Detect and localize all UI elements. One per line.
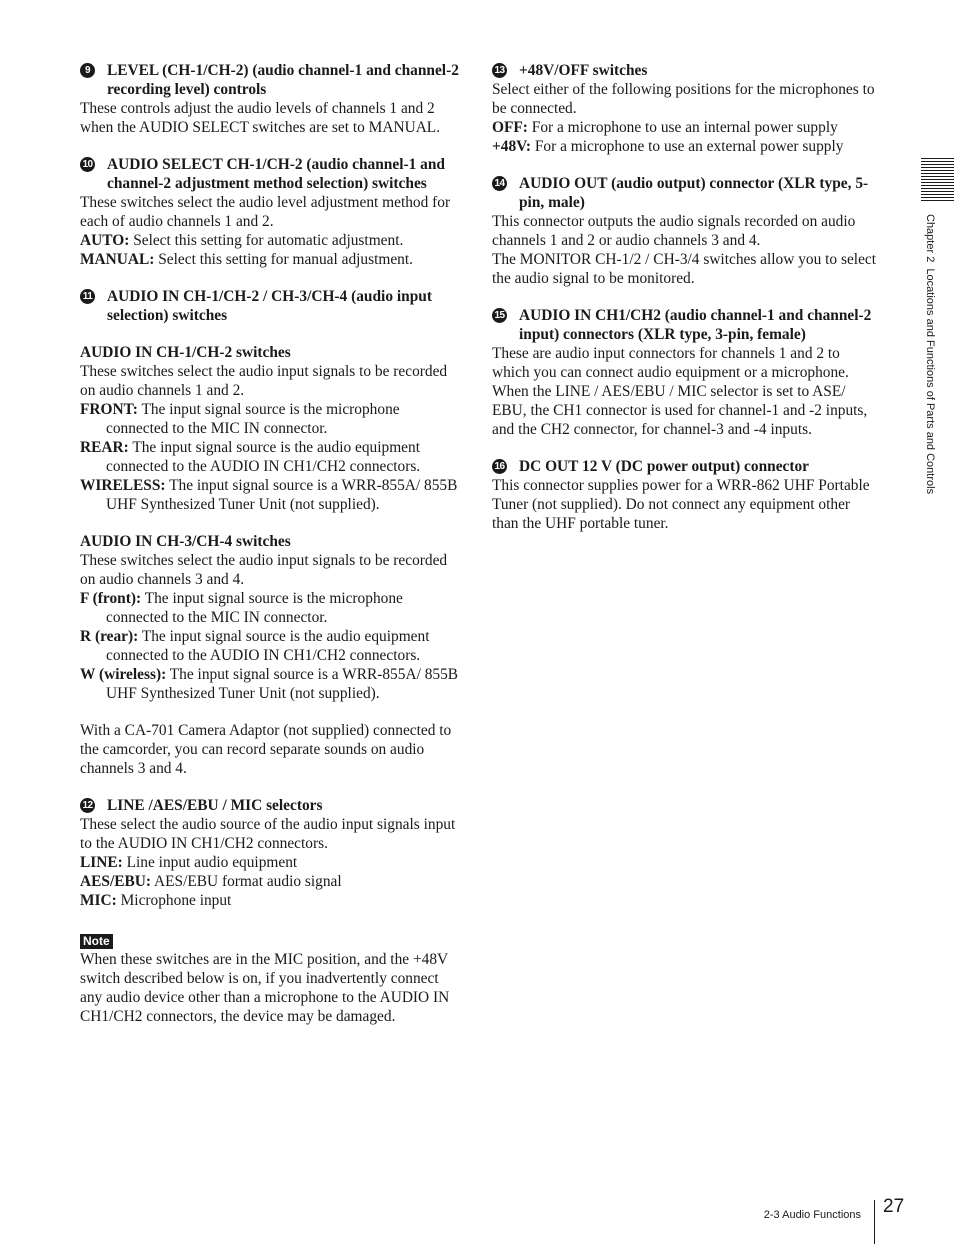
note-block xyxy=(80,928,464,1026)
definition-text: The input signal source is the microphone connected to the MIC IN connector. xyxy=(106,401,400,437)
definition-term: MANUAL: xyxy=(80,251,155,268)
item-number-badge: 16 xyxy=(492,459,507,474)
item-48v-switches xyxy=(492,61,876,156)
definition-manual xyxy=(80,250,464,269)
item-title: AUDIO IN CH-1/CH-2 / CH-3/CH-4 (audio input selection) switches xyxy=(107,288,432,324)
definition-auto xyxy=(80,231,464,250)
item-heading xyxy=(80,796,464,815)
subsection-body: These switches select the audio input signals to be recorded on audio channels 3 and 4. xyxy=(80,552,448,588)
item-heading xyxy=(492,457,876,476)
item-level-controls xyxy=(80,61,464,137)
definition-text: The input signal source is the microphone connected to the MIC IN connector. xyxy=(106,590,403,626)
definition-term: +48V: xyxy=(492,138,531,155)
item-number-badge: 15 xyxy=(492,308,507,323)
chapter-tab-stripes xyxy=(921,158,954,202)
definition-rear xyxy=(80,438,464,476)
item-title: AUDIO SELECT CH-1/CH-2 (audio channel-1 and channel-2 adjustment method selection) switches xyxy=(107,156,445,192)
definition-text: The input signal source is the audio equipment connected to the AUDIO IN CH1/CH2 connectors. xyxy=(106,439,421,475)
subsection-title: AUDIO IN CH-1/CH-2 switches xyxy=(80,344,291,361)
item-body: These select the audio source of the audio input signals input to the AUDIO IN CH1/CH2 connectors. xyxy=(80,816,456,852)
item-number-badge: 11 xyxy=(80,289,95,304)
definition-text: For a microphone to use an external power supply xyxy=(534,138,844,155)
definition-text: For a microphone to use an internal power supply xyxy=(531,119,838,136)
item-number-badge: 12 xyxy=(80,798,95,813)
definition-term: LINE: xyxy=(80,854,123,871)
definition-term: FRONT: xyxy=(80,401,138,418)
item-heading xyxy=(492,61,876,80)
definition-text: AES/EBU format audio signal xyxy=(154,873,342,890)
item-heading xyxy=(492,306,876,344)
definition-text: Select this setting for automatic adjustment. xyxy=(133,232,404,249)
item-number-badge: 14 xyxy=(492,176,507,191)
item-title: AUDIO IN CH1/CH2 (audio channel-1 and channel-2 input) connectors (XLR type, 3-pin, female) xyxy=(519,307,872,343)
item-audio-in-switches xyxy=(80,287,464,778)
item-body: Select either of the following positions for the microphones to be connected. xyxy=(492,81,875,117)
item-heading xyxy=(80,61,464,99)
item-audio-out-connector xyxy=(492,174,876,288)
definition-term: F (front): xyxy=(80,590,142,607)
item-number-badge: 9 xyxy=(80,63,95,78)
definition-text: Microphone input xyxy=(120,892,232,909)
item-title: LINE /AES/EBU / MIC selectors xyxy=(107,797,323,814)
definition-w-wireless xyxy=(80,665,464,703)
item-dc-out-connector xyxy=(492,457,876,533)
definition-term: AUTO: xyxy=(80,232,130,249)
definition-off xyxy=(492,118,876,137)
definition-term: AES/EBU: xyxy=(80,873,151,890)
chapter-title: Locations and Functions of Parts and Controls xyxy=(924,268,936,495)
item-title: +48V/OFF switches xyxy=(519,62,648,79)
definition-term: W (wireless): xyxy=(80,666,167,683)
item-title: LEVEL (CH-1/CH-2) (audio channel-1 and channel-2 recording level) controls xyxy=(107,62,459,98)
definition-text: The input signal source is a WRR-855A/ 855B UHF Synthesized Tuner Unit (not supplied). xyxy=(106,666,459,702)
subsection-body: These switches select the audio input signals to be recorded on audio channels 1 and 2. xyxy=(80,363,448,399)
definition-front xyxy=(80,400,464,438)
item-number-badge: 10 xyxy=(80,157,95,172)
footer-divider xyxy=(874,1200,875,1244)
subsection-ch3-ch4 xyxy=(80,532,464,703)
item-body: This connector supplies power for a WRR-862 UHF Portable Tuner (not supplied). Do not connect any equipment other than the UHF portable tuner. xyxy=(492,477,870,532)
definition-r-rear xyxy=(80,627,464,665)
definition-line xyxy=(80,853,464,872)
subsection-title: AUDIO IN CH-3/CH-4 switches xyxy=(80,533,291,550)
footer-section-title: 2-3 Audio Functions xyxy=(763,1209,861,1221)
page-number: 27 xyxy=(883,1196,905,1217)
item-heading xyxy=(80,287,464,325)
item-title: DC OUT 12 V (DC power output) connector xyxy=(519,458,810,475)
right-column xyxy=(492,61,876,551)
definition-term: MIC: xyxy=(80,892,117,909)
item-title: AUDIO OUT (audio output) connector (XLR type, 5-pin, male) xyxy=(519,175,869,211)
item-line-aes-mic-selectors xyxy=(80,796,464,1026)
item-body: The MONITOR CH-1/2 / CH-3/4 switches allow you to select the audio signal to be monitored. xyxy=(492,251,877,287)
definition-mic xyxy=(80,891,464,910)
definition-48v xyxy=(492,137,876,156)
item-heading xyxy=(492,174,876,212)
item-number-badge: 13 xyxy=(492,63,507,78)
definition-wireless xyxy=(80,476,464,514)
chapter-side-tab xyxy=(921,214,937,524)
definition-text: Select this setting for manual adjustment. xyxy=(158,251,413,268)
note-label: Note xyxy=(80,934,113,949)
item-body: These switches select the audio level adjustment method for each of audio channels 1 and 2. xyxy=(80,194,451,230)
definition-term: REAR: xyxy=(80,439,129,456)
camera-adaptor-paragraph: With a CA-701 Camera Adaptor (not supplied) connected to the camcorder, you can record separate sounds on audio channels 3 and 4. xyxy=(80,722,452,777)
item-body: These are audio input connectors for channels 1 and 2 to which you can connect audio equipment or a microphone. When the LINE / AES/EBU / MIC selector is set to ASE/ EBU, the CH1 connector is used for channel-1 and -2 inputs, and the CH2 connector, for channel-3 and -4 inputs. xyxy=(492,345,868,438)
item-heading xyxy=(80,155,464,193)
definition-term: R (rear): xyxy=(80,628,139,645)
definition-text: Line input audio equipment xyxy=(126,854,298,871)
chapter-side-label xyxy=(923,214,937,494)
definition-aes-ebu xyxy=(80,872,464,891)
chapter-number: Chapter 2 xyxy=(924,214,936,263)
item-audio-in-connectors xyxy=(492,306,876,439)
definition-term: WIRELESS: xyxy=(80,477,166,494)
subsection-ch1-ch2 xyxy=(80,343,464,514)
note-text: When these switches are in the MIC position, and the +48V switch described below is on, if you inadvertently connect any audio device other than a microphone to the AUDIO IN CH1/CH2 connectors, the device may be damaged. xyxy=(80,951,450,1025)
item-body: This connector outputs the audio signals recorded on audio channels 1 and 2 or audio channels 3 and 4. xyxy=(492,213,856,249)
definition-term: OFF: xyxy=(492,119,528,136)
item-body: These controls adjust the audio levels of channels 1 and 2 when the AUDIO SELECT switches are set to MANUAL. xyxy=(80,100,441,136)
definition-f-front xyxy=(80,589,464,627)
left-column xyxy=(80,61,464,1044)
definition-text: The input signal source is a WRR-855A/ 855B UHF Synthesized Tuner Unit (not supplied). xyxy=(106,477,458,513)
definition-text: The input signal source is the audio equipment connected to the AUDIO IN CH1/CH2 connectors. xyxy=(106,628,430,664)
item-audio-select-switches xyxy=(80,155,464,269)
